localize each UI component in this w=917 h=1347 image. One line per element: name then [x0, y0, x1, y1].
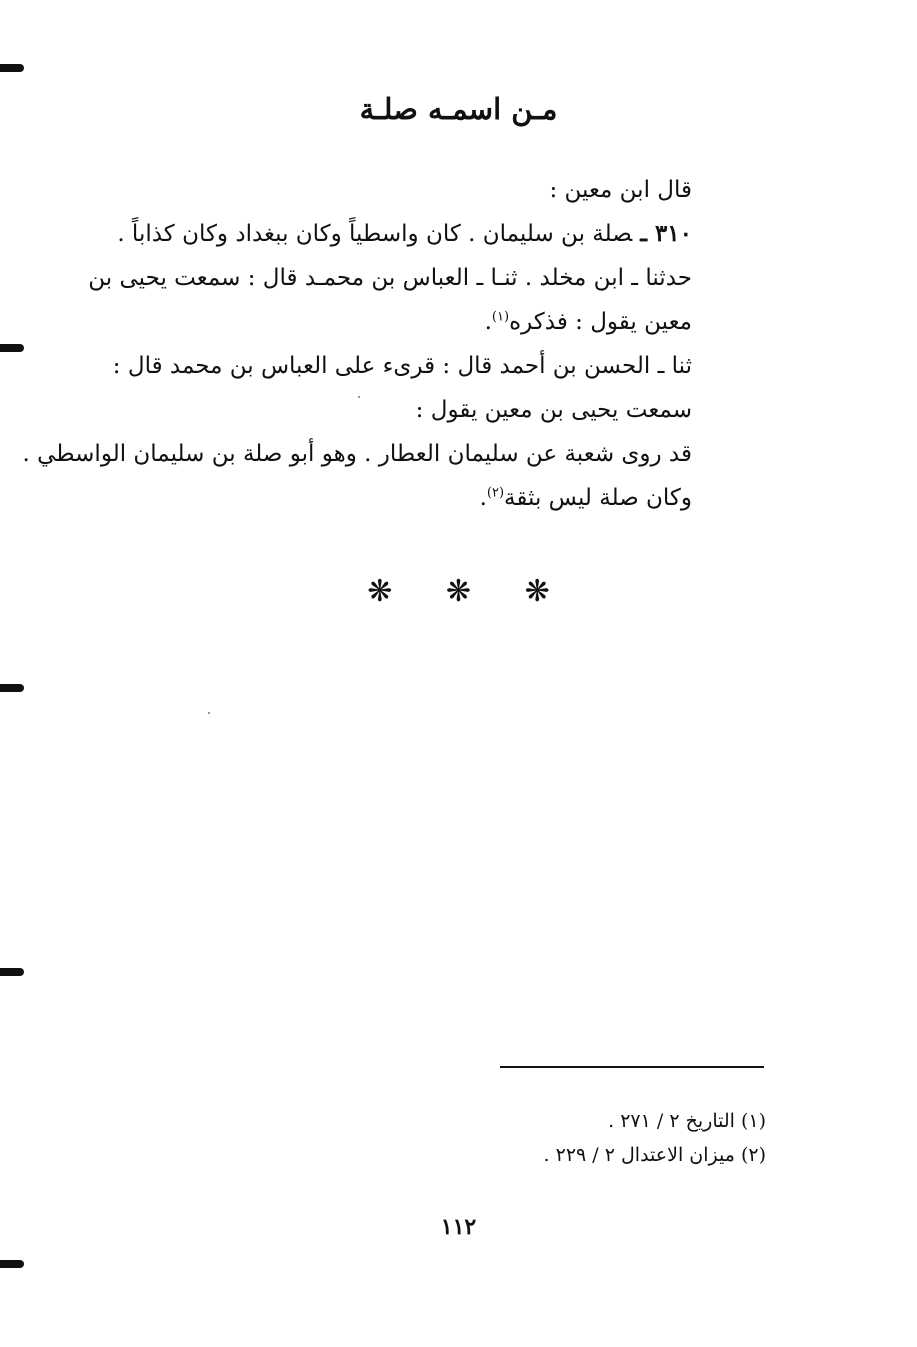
narration-line: قد روى شعبة عن سليمان العطار . وهو أبو صلة بن سليمان الواسطي .	[22, 441, 692, 467]
entry-line	[60, 212, 692, 256]
binding-mark	[0, 344, 24, 352]
separator-star: ❋	[367, 574, 393, 609]
narration-line: سمعت يحيى بن معين يقول :	[415, 397, 692, 423]
main-text	[22, 168, 692, 520]
section-separator	[0, 574, 917, 609]
footnote-item: (٢) ميزان الاعتدال ٢ / ٢٢٩ .	[543, 1144, 766, 1166]
sentence-end: .	[484, 309, 492, 335]
narration-text: معين يقول : فذكره	[509, 309, 692, 335]
binding-mark	[0, 64, 24, 72]
page-number: ١١٢	[440, 1214, 477, 1240]
narration-line: حدثنا ـ ابن مخلد . ثنـا ـ العباس بن محمـد قال : سمعت يحيى بن	[88, 265, 692, 291]
sentence-end: .	[479, 485, 487, 511]
footnotes	[300, 1104, 766, 1172]
section-heading: مـن اسمـه صلـة	[359, 92, 558, 126]
intro-line: قال ابن معين :	[549, 177, 692, 203]
separator-star: ❋	[445, 574, 472, 609]
binding-mark	[0, 684, 24, 692]
entry-text: صلة بن سليمان . كان واسطياً وكان ببغداد وكان كذاباً .	[117, 221, 633, 247]
entry-number: ٣١٠ ـ	[640, 220, 692, 247]
separator-star: ❋	[524, 574, 550, 609]
paper-speck	[208, 712, 210, 714]
footnote-ref: (١)	[491, 309, 510, 325]
narration-line	[60, 300, 692, 344]
footnote-ref: (٢)	[486, 485, 505, 501]
narration-text: وكان صلة ليس بثقة	[504, 485, 692, 511]
footnote-item: (١) التاريخ ٢ / ٢٧١ .	[608, 1110, 766, 1132]
narration-line: ثنا ـ الحسن بن أحمد قال : قرىء على العباس بن محمد قال :	[112, 353, 692, 379]
narration-line	[60, 476, 692, 520]
footnote-divider	[500, 1066, 764, 1068]
binding-mark	[0, 968, 24, 976]
binding-mark	[0, 1260, 24, 1268]
